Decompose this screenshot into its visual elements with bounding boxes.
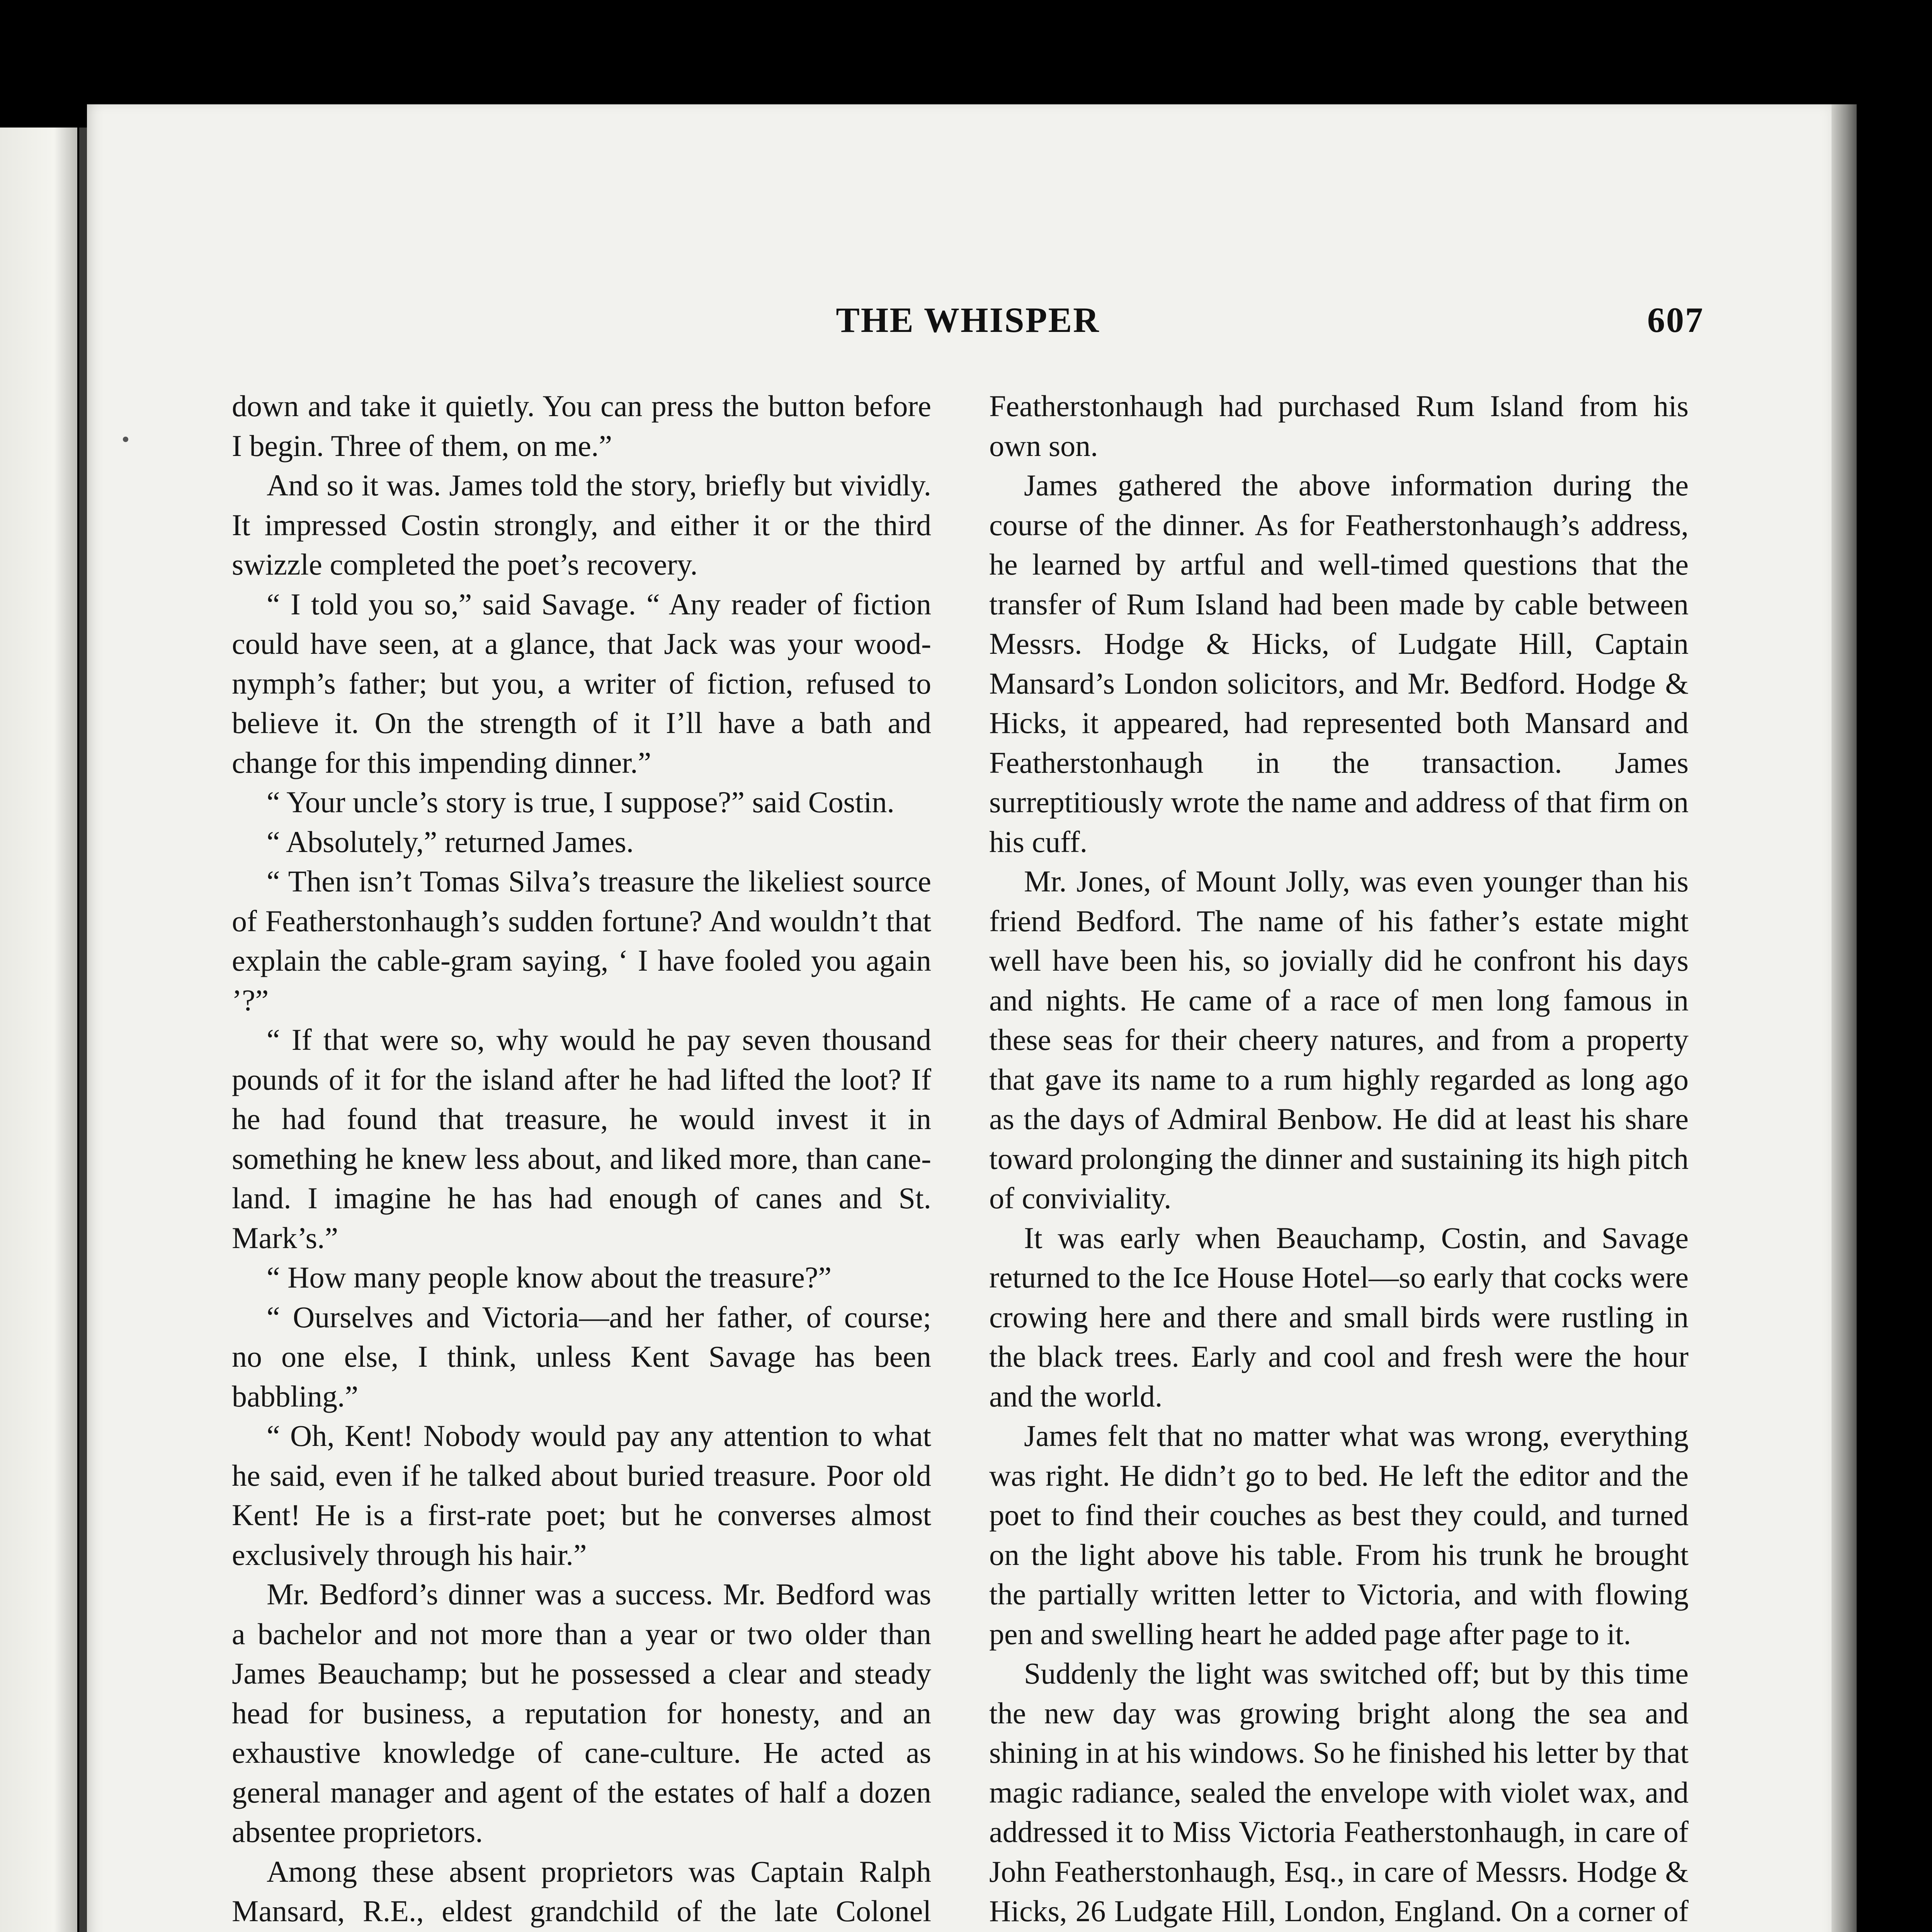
paragraph: down and take it quietly. You can press the button before I begin. Three of them, on me.” (232, 389, 931, 463)
paragraph: Featherstonhaugh had purchased Rum Island from his own son. (989, 389, 1689, 463)
paragraph: “ Oh, Kent! Nobody would pay any attention to what he said, even if he talked about buried treasure. Poor old Kent! He is a first-rate poet; but he converses almost exclusively through his hair.” (232, 1419, 931, 1571)
paragraph: And so it was. James told the story, briefly but vividly. It impressed Costin strongly, and either it or the third swizzle completed the poet’s recovery. (232, 468, 931, 581)
running-title: THE WHISPER (836, 300, 1100, 340)
scan-speck (123, 437, 128, 442)
previous-page-edge (0, 128, 77, 1932)
paragraph: “ Then isn’t Tomas Silva’s treasure the likeliest source of Featherstonhaugh’s sudden fortune? And wouldn’t that explain the cable-gram saying, ‘ I have fooled you again ’?” (232, 864, 931, 1017)
page-right-edge (1832, 104, 1857, 1932)
paragraph: “ Your uncle’s story is true, I suppose?” said Costin. (267, 785, 895, 819)
paragraph: “ How many people know about the treasure?” (267, 1260, 832, 1294)
paragraph: Among these absent proprietors was Captain Ralph Mansard, R.E., eldest grandchild of the late Colonel (232, 1854, 931, 1928)
paragraph: Suddenly the light was switched off; but by this time the new day was growing bright along the sea and shining in at his windows. So he finished his letter by that magic radiance, sealed the envelope with violet wax, and addressed it to Miss Victoria Featherstonhaugh, in care of John Featherstonhaugh, Esq., in care of Messrs. Hodge & Hicks, 26 Ludgate Hill, London, England. On a corner of (989, 1656, 1689, 1928)
paragraph: Mr. Bedford’s dinner was a success. Mr. Bedford was a bachelor and not more than a year or two older than James Beauchamp; but he possessed a clear and steady head for business, a reputation for honesty, and an exhaustive knowledge of cane-culture. He acted as general manager and agent of the estates of half a dozen absentee proprietors. (232, 1577, 931, 1849)
text-column-left (232, 386, 931, 1932)
paragraph: “ If that were so, why would he pay seven thousand pounds of it for the island after he had lifted the loot? If he had found that treasure, he would invest it in something he knew less about, and liked more, than cane-land. I imagine he has had enough of canes and St. Mark’s.” (232, 1023, 931, 1255)
page-number: 607 (1647, 300, 1704, 340)
text-column-right (989, 386, 1689, 1932)
paragraph: James gathered the above information during the course of the dinner. As for Featherstonhaugh’s address, he learned by artful and well-timed questions that the transfer of Rum Island had been made by cable between Messrs. Hodge & Hicks, of Ludgate Hill, Captain Mansard’s London solicitors, and Mr. Bedford. Hodge & Hicks, it appeared, had represented both Mansard and Featherstonhaugh in the transaction. James surreptitiously wrote the name and address of that firm on his cuff. (989, 468, 1689, 859)
running-header (232, 299, 1704, 350)
paragraph: James felt that no matter what was wrong, everything was right. He didn’t go to bed. He left the editor and the poet to find their couches as best they could, and turned on the light above his table. From his trunk he brought the partially written letter to Victoria, and with flowing pen and swelling heart he added page after page to it. (989, 1419, 1689, 1651)
page-gutter (79, 128, 87, 1932)
paragraph: “ Ourselves and Victoria—and her father, of course; no one else, I think, unless Kent Savage has been babbling.” (232, 1300, 931, 1413)
paragraph: Mr. Jones, of Mount Jolly, was even younger than his friend Bedford. The name of his father’s estate might well have been his, so jovially did he confront his days and nights. He came of a race of men long famous in these seas for their cheery natures, and from a property that gave its name to a rum highly regarded as long ago as the days of Admiral Benbow. He did at least his share toward prolonging the dinner and sustaining its high pitch of conviviality. (989, 864, 1689, 1215)
paragraph: It was early when Beauchamp, Costin, and Savage returned to the Ice House Hotel—so early that cocks were crowing here and there and small birds were rustling in the black trees. Early and cool and fresh were the hour and the world. (989, 1221, 1689, 1413)
paragraph: “ I told you so,” said Savage. “ Any reader of fiction could have seen, at a glance, that Jack was your wood-nymph’s father; but you, a writer of fiction, refused to believe it. On the strength of it I’ll have a bath and change for this impending dinner.” (232, 587, 931, 779)
paragraph: “ Absolutely,” returned James. (267, 825, 634, 859)
